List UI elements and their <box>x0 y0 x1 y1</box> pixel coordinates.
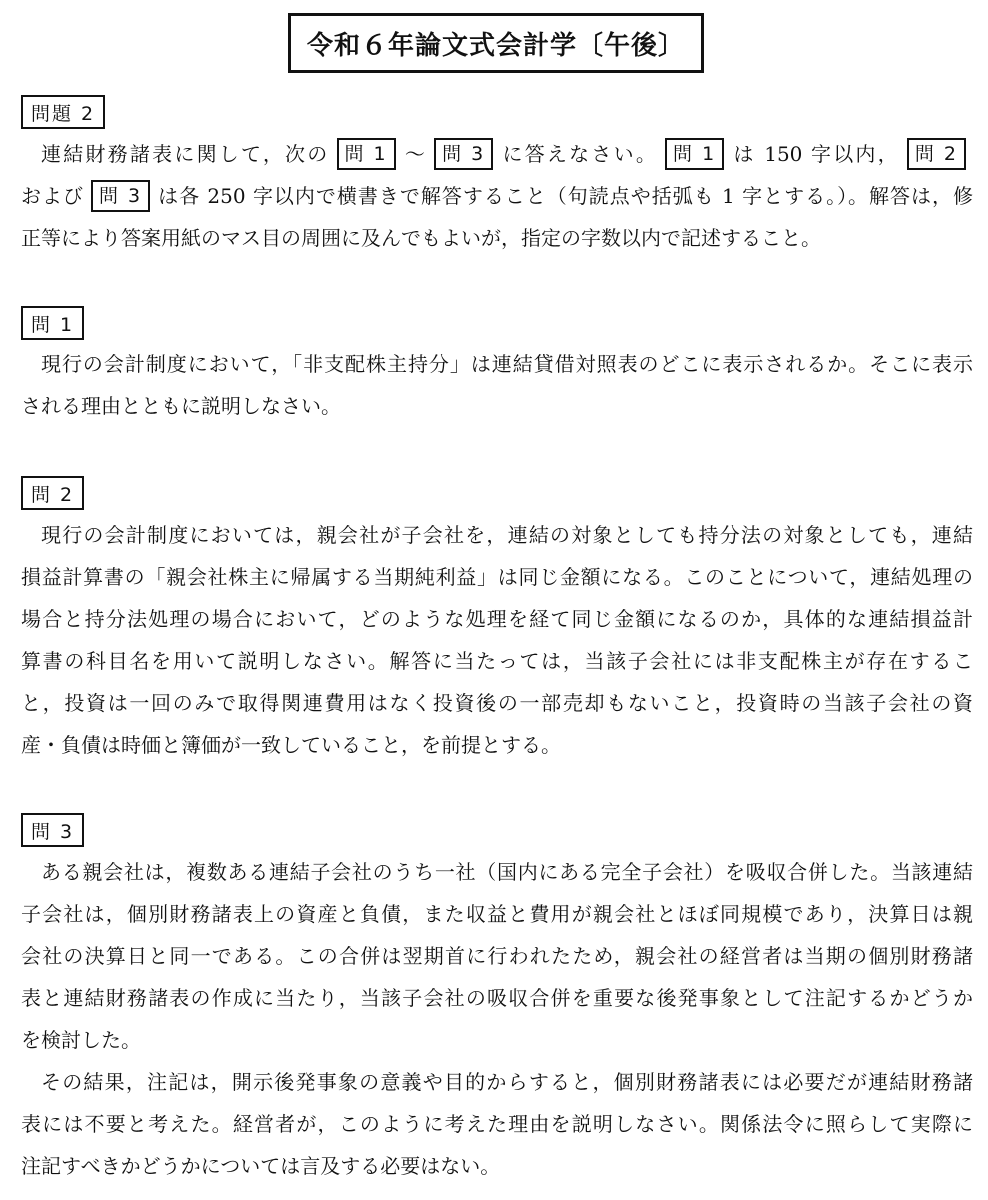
q2-line: 産・負債は時価と簿価が一致していること，を前提とする。 <box>21 733 561 757</box>
q2-line: 算書の科目名を用いて説明しなさい。解答に当たっては，当該子会社には非支配株主が存在するこ <box>21 649 973 673</box>
instructions-text-3: は 150 字以内， <box>731 142 900 166</box>
q3-line: を検討した。 <box>21 1028 141 1052</box>
ref-q3-box: 問 3 <box>434 138 493 170</box>
problem-label: 問題 2 <box>21 95 105 129</box>
q3-line: ある親会社は，複数ある連結子会社のうち一社（国内にある完全子会社）を吸収合併した。当該連結 <box>41 860 973 884</box>
ref-q1-box-2: 問 1 <box>665 138 724 170</box>
exam-title: 令和６年論文式会計学〔午後〕 <box>288 13 704 73</box>
q2-line: 場合と持分法処理の場合において，どのような処理を経て同じ金額になるのか，具体的な連結損益計 <box>21 607 973 631</box>
q3-line: 子会社は，個別財務諸表上の資産と負債，また収益と費用が親会社とほぼ同規模であり，決算日は親 <box>21 902 973 926</box>
tilde: ～ <box>402 142 428 166</box>
instructions-line-3: 正等により答案用紙のマス目の周囲に及んでもよいが，指定の字数以内で記述すること。 <box>21 226 821 250</box>
q3-line: その結果，注記は，開示後発事象の意義や目的からすると，個別財務諸表には必要だが連結財務諸 <box>41 1070 973 1094</box>
q2-line: 損益計算書の「親会社株主に帰属する当期純利益」は同じ金額になる。このことについて，連結処理の <box>21 565 973 589</box>
q3-line: 表には不要と考えた。経営者が，このように考えた理由を説明しなさい。関係法令に照らして実際に <box>21 1112 973 1136</box>
q2-line: 現行の会計制度においては，親会社が子会社を，連結の対象としても持分法の対象としても，連結 <box>41 523 973 547</box>
q3-line: 注記すべきかどうかについては言及する必要はない。 <box>21 1154 501 1178</box>
q3-text <box>21 851 973 1187</box>
instructions-text-4: および <box>21 184 84 208</box>
ref-q3-box-2: 問 3 <box>91 180 150 212</box>
q1-text <box>21 343 973 427</box>
q1-line: される理由とともに説明しなさい。 <box>21 394 341 418</box>
instructions-text-2: に答えなさい。 <box>500 142 659 166</box>
q1-label: 問 1 <box>21 306 84 340</box>
q2-text <box>21 514 973 766</box>
q1-line: 現行の会計制度において，「非支配株主持分」は連結貸借対照表のどこに表示されるか。そこに表示 <box>41 352 973 376</box>
ref-q2-box: 問 2 <box>907 138 966 170</box>
q2-label: 問 2 <box>21 476 84 510</box>
instructions <box>21 133 973 259</box>
q3-line: 会社の決算日と同一である。この合併は翌期首に行われたため，親会社の経営者は当期の個別財務諸 <box>21 944 973 968</box>
instructions-line-2 <box>21 175 973 217</box>
q3-label: 問 3 <box>21 813 84 847</box>
instructions-line-1 <box>21 133 973 175</box>
q2-line: と，投資は一回のみで取得関連費用はなく投資後の一部売却もないこと，投資時の当該子会社の資 <box>21 691 973 715</box>
instructions-text-1: 連結財務諸表に関して，次の <box>41 142 330 166</box>
instructions-text-5: は各 250 字以内で横書きで解答すること（句読点や括弧も 1 字とする。）。解答は，修 <box>157 184 974 208</box>
q3-line: 表と連結財務諸表の作成に当たり，当該子会社の吸収合併を重要な後発事象として注記するかどうか <box>21 986 973 1010</box>
ref-q1-box: 問 1 <box>337 138 396 170</box>
